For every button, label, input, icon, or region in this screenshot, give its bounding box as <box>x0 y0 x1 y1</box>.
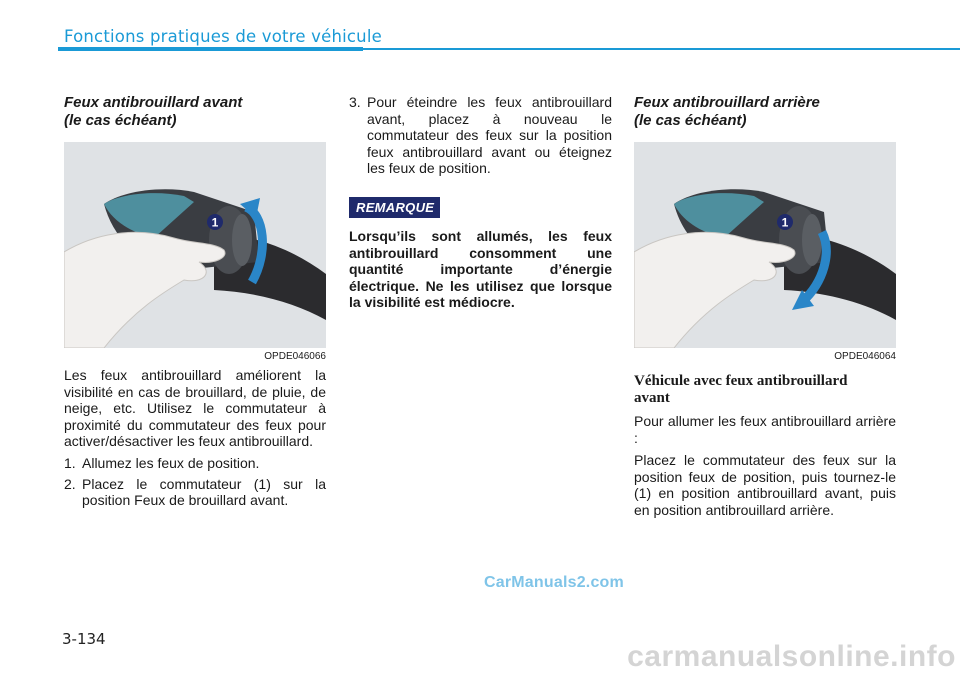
front-fog-steps <box>64 455 326 509</box>
rear-fog-intro: Pour allumer les feux antibrouillard arrière : <box>634 413 896 446</box>
column-front-fog <box>64 94 326 509</box>
callout-badge-1: 1 <box>781 215 789 230</box>
front-fog-title: Feux antibrouillard avant (le cas échéant) <box>64 94 243 129</box>
front-fog-steps-continued <box>349 94 612 177</box>
front-fog-photo-code: OPDE046066 <box>264 351 326 362</box>
list-item: 3. Pour éteindre les feux antibrouillard avant, placez à nouveau le commutateur des feux sur la position feux antibrouillard avant ou éteignez les feux de position. <box>349 94 612 177</box>
footer-site-watermark: carmanualsonline.info <box>627 640 956 673</box>
rear-fog-subtitle: Véhicule avec feux antibrouillard avant <box>634 373 848 406</box>
remarque-note: Lorsqu’ils sont allumés, les feux antibrouillard consomment une quantité importante d’énergie électrique. Ne les utilisez que lorsque la visibilité est médiocre. <box>349 227 612 311</box>
rear-fog-title: Feux antibrouillard arrière (le cas échéant) <box>634 94 820 129</box>
callout-badge-1: 1 <box>211 215 219 230</box>
front-fog-switch-photo <box>64 142 326 348</box>
page-number: 3-134 <box>62 630 106 648</box>
rear-fog-photo-code: OPDE046064 <box>834 351 896 362</box>
list-item: 1. Allumez les feux de position. <box>64 454 260 471</box>
header-rule-extension <box>363 48 960 50</box>
header-rule <box>58 47 363 51</box>
remarque-label: REMARQUE <box>349 197 440 218</box>
list-item: 2. Placez le commutateur (1) sur la position Feux de brouillard avant. <box>64 475 326 509</box>
column-rear-fog <box>634 94 896 519</box>
rear-fog-instructions: Placez le commutateur des feux sur la position feux de position, puis tournez-le (1) en position antibrouillard avant, puis en position antibrouillard arrière. <box>634 452 896 518</box>
rear-fog-switch-photo <box>634 142 896 348</box>
column-instructions-note <box>349 94 612 311</box>
section-header-title: Fonctions pratiques de votre véhicule <box>64 27 382 46</box>
watermark-link[interactable]: CarManuals2.com <box>484 574 624 591</box>
front-fog-description: Les feux antibrouillard améliorent la visibilité en cas de brouillard, de pluie, de neige, etc. Utilisez le commutateur à proximité du commutateur des feux pour activer/désactiver les feux antibrouillard. <box>64 367 326 450</box>
